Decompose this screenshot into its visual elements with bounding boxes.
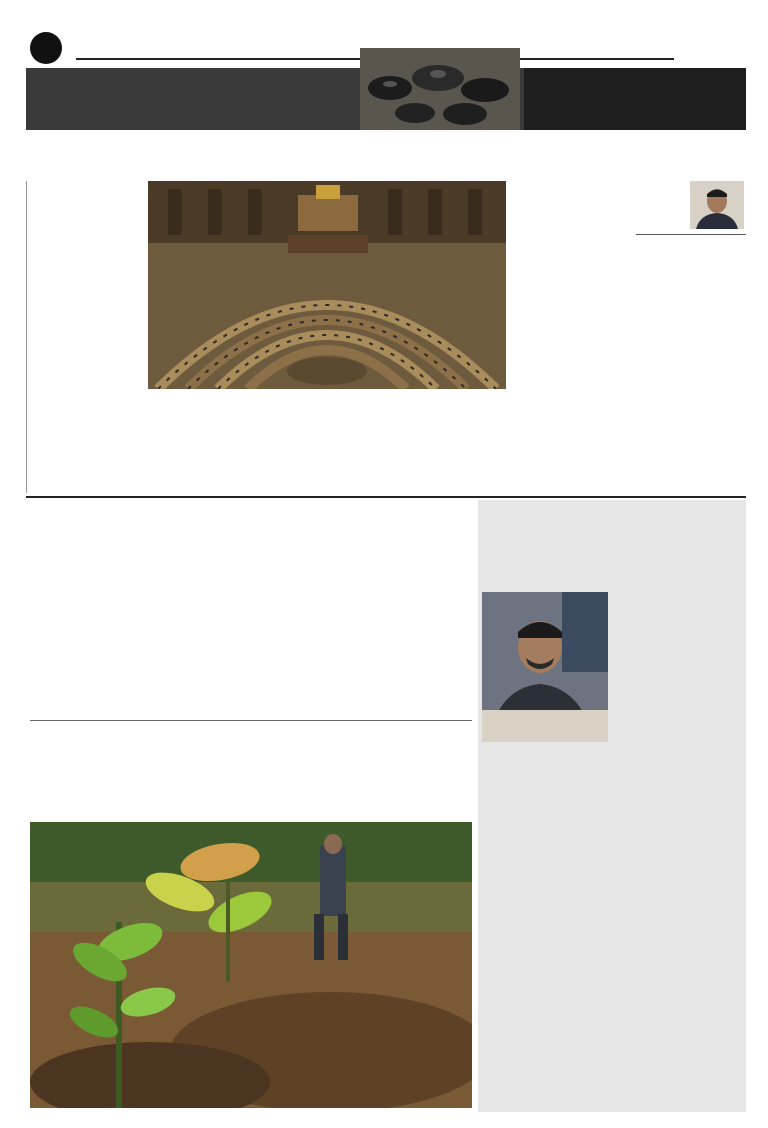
green-sub-col2 (254, 724, 370, 820)
official-photo (482, 592, 608, 742)
col-rule (636, 234, 746, 235)
main-headline (26, 134, 746, 178)
parliament-hall-image (148, 181, 506, 389)
martyrs-col2 (482, 786, 608, 1108)
section-divider (26, 496, 746, 498)
green-sub-col3 (146, 724, 248, 820)
landmines-image (360, 48, 520, 130)
seedling-photo (30, 822, 472, 1108)
green-sub-col4 (30, 724, 140, 820)
green-sub-rule (30, 720, 472, 721)
author-portrait-image (690, 181, 744, 229)
article1-col4 (290, 403, 394, 493)
article1-col2 (514, 181, 628, 493)
landmines-photo (360, 48, 520, 130)
green-col3 (196, 584, 284, 680)
author-photo (690, 181, 744, 229)
laws-list (30, 208, 140, 493)
seedling-planting-image (30, 822, 472, 1108)
article1-col5 (148, 403, 284, 493)
martyrs-col1 (614, 592, 742, 1108)
banner-text (30, 72, 354, 128)
green-col4 (30, 584, 190, 715)
official-portrait-image (482, 592, 608, 742)
parliament-photo (148, 181, 506, 389)
green-sub-col1 (376, 724, 472, 820)
section-label-box (524, 68, 746, 130)
article1-col3 (400, 403, 508, 493)
green-col1 (386, 607, 472, 715)
green-col2 (290, 584, 380, 715)
article1-col1 (636, 250, 746, 490)
page-number-badge (30, 32, 62, 64)
